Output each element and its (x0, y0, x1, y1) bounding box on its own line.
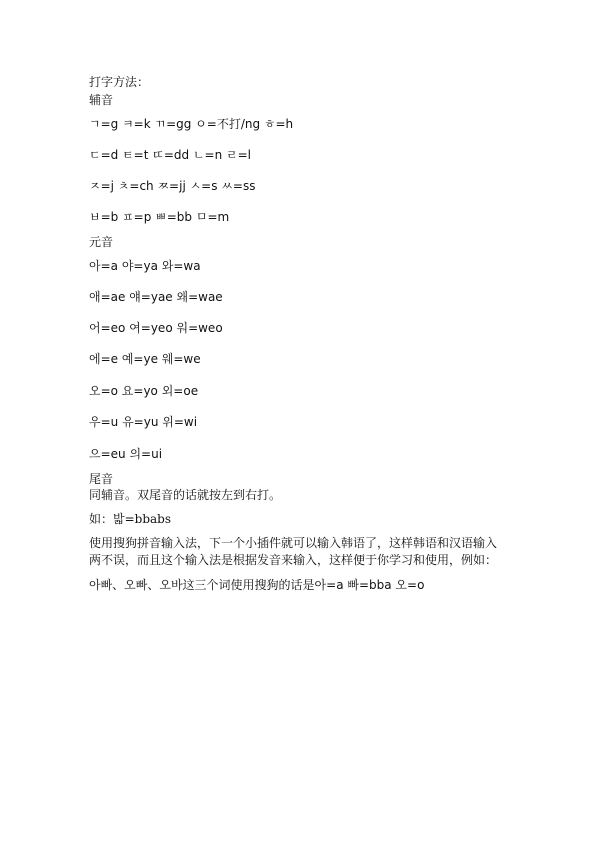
vowel-row: 오=o 요=yo 외=oe (89, 384, 199, 398)
paragraph-line: 两不误，而且这个输入法是根据发音来输入，这样便于你学习和使用，例如： (89, 553, 498, 567)
consonant-row: ㅂ=b ㅍ=p ㅃ=bb ㅁ=m (89, 210, 230, 224)
consonants-heading: 辅音 (89, 93, 114, 107)
final-consonants-heading: 尾音 (89, 472, 114, 486)
vowels-heading: 元音 (89, 235, 114, 249)
vowel-row: 애=ae 얘=yae 왜=wae (89, 290, 223, 304)
paragraph-example: 아빠、오빠、오바这三个词使用搜狗的话是아=a 빠=bba 오=o (89, 578, 425, 592)
vowel-row: 아=a 야=ya 와=wa (89, 259, 201, 273)
consonant-row: ㄷ=d ㅌ=t ㄸ=dd ㄴ=n ㄹ=l (89, 148, 251, 162)
vowel-row: 에=e 예=ye 웨=we (89, 352, 201, 366)
paragraph-line: 使用搜狗拼音输入法，下一个小插件就可以输入韩语了，这样韩语和汉语输入 (89, 536, 498, 550)
consonant-row: ㄱ=g ㅋ=k ㄲ=gg ㅇ=不打/ng ㅎ=h (89, 117, 294, 131)
vowel-row: 어=eo 여=yeo 워=weo (89, 321, 223, 335)
vowel-row: 으=eu 의=ui (89, 447, 163, 461)
vowel-row: 우=u 유=yu 위=wi (89, 415, 198, 429)
final-consonants-note: 同辅音。双尾音的话就按左到右打。 (89, 488, 282, 502)
final-consonants-example: 如：밟=bbabs (89, 512, 172, 526)
typing-method-heading: 打字方法： (89, 75, 150, 89)
consonant-row: ㅈ=j ㅊ=ch ㅉ=jj ㅅ=s ㅆ=ss (89, 179, 256, 193)
